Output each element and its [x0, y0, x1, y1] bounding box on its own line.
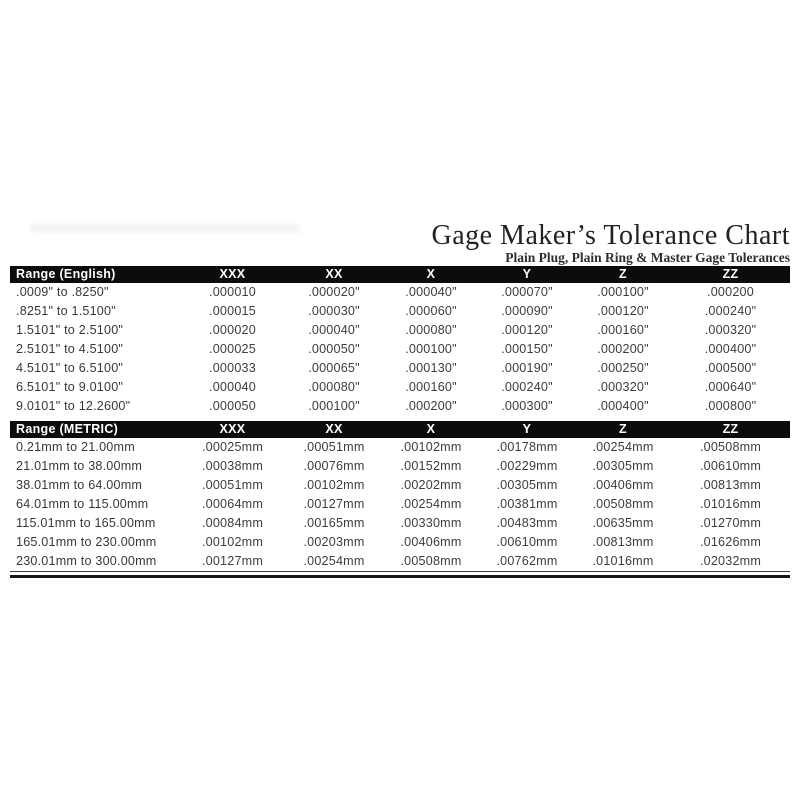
tolerance-cell: .000030" [308, 304, 360, 318]
tolerance-cell: .000015 [209, 304, 256, 318]
chart-title: Gage Maker’s Tolerance Chart [431, 220, 790, 251]
tolerance-cell: .000100" [405, 342, 457, 356]
tolerance-class-header: X [383, 421, 479, 438]
table-row [10, 397, 790, 416]
tolerance-cell: .000400" [597, 399, 649, 413]
table-row [10, 302, 790, 321]
tolerance-cell: .000100" [597, 285, 649, 299]
range-cell: 230.01mm to 300.00mm [10, 552, 180, 572]
tolerance-cell: .00610mm [699, 459, 762, 473]
title-block [431, 221, 790, 265]
tolerance-cell: .00076mm [303, 459, 365, 473]
tolerance-cell: .00165mm [303, 516, 365, 530]
tolerance-cell: .00381mm [496, 497, 558, 511]
tolerance-cell: .00102mm [400, 440, 462, 454]
tolerance-cell: .000200" [597, 342, 649, 356]
tolerance-cell: .000320" [597, 380, 649, 394]
tolerance-class-header: XX [285, 421, 383, 438]
tolerance-cell: .000050 [209, 399, 256, 413]
tolerance-cell: .00762mm [479, 552, 575, 572]
tolerance-class-header: XXX [180, 421, 285, 438]
range-cell: 38.01mm to 64.00mm [16, 478, 143, 492]
tolerance-cell: .00203mm [303, 535, 365, 549]
table-row [10, 514, 790, 533]
tolerance-cell: .000120" [597, 304, 649, 318]
tolerance-cell: .000040" [405, 285, 457, 299]
range-cell: 64.01mm to 115.00mm [16, 497, 149, 511]
tolerance-cell: .000050" [308, 342, 360, 356]
tolerance-cell: .000120" [501, 323, 553, 337]
table-row [10, 533, 790, 552]
range-cell: .0009" to .8250" [16, 285, 109, 299]
metric-tolerance-table [10, 421, 790, 572]
range-cell: 6.5101" to 9.0100" [16, 380, 124, 394]
tolerance-cell: .000200" [405, 399, 457, 413]
tolerance-class-header: ZZ [671, 266, 790, 283]
tolerance-cell: .000060" [405, 304, 457, 318]
tolerance-cell: .01626mm [699, 535, 762, 549]
tolerance-cell: .000200 [707, 285, 754, 299]
range-cell: 165.01mm to 230.00mm [16, 535, 157, 549]
chart-subtitle: Plain Plug, Plain Ring & Master Gage Tolerances [505, 250, 790, 265]
tolerance-cell: .00305mm [592, 459, 654, 473]
tolerance-cell: .00102mm [201, 535, 264, 549]
tolerance-class-header: ZZ [671, 421, 790, 438]
tolerance-cell: .000800" [704, 399, 757, 413]
range-cell: 115.01mm to 165.00mm [16, 516, 156, 530]
metric-table-body [10, 438, 790, 572]
tolerance-class-header: Y [479, 266, 575, 283]
english-table-header [10, 266, 790, 283]
tolerance-class-header: Z [575, 421, 671, 438]
tolerance-tables [10, 266, 790, 578]
range-cell: 2.5101" to 4.5100" [16, 342, 124, 356]
tolerance-cell: .000160" [405, 380, 457, 394]
tolerance-cell: .00483mm [496, 516, 558, 530]
metric-table-header [10, 421, 790, 438]
range-column-header: Range (English) [10, 266, 180, 283]
table-row [10, 476, 790, 495]
tolerance-cell: .000040" [308, 323, 360, 337]
tolerance-cell: .000100" [308, 399, 360, 413]
range-cell: 9.0101" to 12.2600" [16, 399, 131, 413]
tolerance-cell: .01016mm [575, 552, 671, 572]
tolerance-cell: .000090" [501, 304, 553, 318]
tolerance-cell: .00084mm [201, 516, 264, 530]
tolerance-cell: .000400" [704, 342, 757, 356]
tolerance-cell: .00127mm [180, 552, 285, 572]
table-row [10, 359, 790, 378]
tolerance-cell: .00127mm [303, 497, 365, 511]
tolerance-cell: .00254mm [285, 552, 383, 572]
tolerance-cell: .00064mm [201, 497, 264, 511]
tolerance-cell: .000240" [501, 380, 553, 394]
table-row [10, 378, 790, 397]
tolerance-cell: .00610mm [496, 535, 558, 549]
tolerance-cell: .000070" [501, 285, 553, 299]
english-tolerance-table [10, 266, 790, 416]
tolerance-cell: .000190" [501, 361, 553, 375]
tolerance-cell: .00254mm [400, 497, 462, 511]
tolerance-cell: .000020" [308, 285, 360, 299]
tolerance-cell: .000130" [405, 361, 457, 375]
tolerance-cell: .00330mm [400, 516, 462, 530]
tolerance-cell: .01270mm [699, 516, 762, 530]
table-row [10, 457, 790, 476]
tolerance-cell: .00178mm [496, 440, 558, 454]
tolerance-cell: .00051mm [201, 478, 264, 492]
tolerance-cell: .00202mm [400, 478, 462, 492]
tolerance-class-header: XX [285, 266, 383, 283]
tolerance-cell: .000240" [704, 304, 757, 318]
range-cell: 21.01mm to 38.00mm [16, 459, 143, 473]
header-row [10, 421, 790, 438]
tolerance-cell: .000065" [308, 361, 360, 375]
tolerance-cell: .00406mm [592, 478, 654, 492]
table-row [10, 495, 790, 514]
tolerance-class-header: X [383, 266, 479, 283]
tolerance-cell: .000150" [501, 342, 553, 356]
range-cell: 4.5101" to 6.5100" [16, 361, 124, 375]
tolerance-class-header: XXX [180, 266, 285, 283]
tolerance-cell: .000010 [209, 285, 256, 299]
tolerance-cell: .000040 [209, 380, 256, 394]
tolerance-cell: .00229mm [496, 459, 558, 473]
tolerance-cell: .000020 [209, 323, 256, 337]
tolerance-class-header: Z [575, 266, 671, 283]
tolerance-cell: .00038mm [201, 459, 264, 473]
tolerance-cell: .00152mm [400, 459, 462, 473]
table-row [10, 552, 790, 572]
tolerance-cell: .000500" [704, 361, 757, 375]
tolerance-cell: .00025mm [201, 440, 264, 454]
tolerance-cell: .00305mm [496, 478, 558, 492]
table-row [10, 340, 790, 359]
tolerance-cell: .00813mm [592, 535, 654, 549]
tolerance-cell: .000080" [405, 323, 457, 337]
table-row [10, 321, 790, 340]
tolerance-class-header: Y [479, 421, 575, 438]
tolerance-cell: .000033 [209, 361, 256, 375]
faint-artifact [30, 224, 300, 233]
table-row [10, 283, 790, 302]
tolerance-cell: .000160" [597, 323, 649, 337]
tolerance-cell: .00508mm [592, 497, 654, 511]
tolerance-cell: .00508mm [699, 440, 762, 454]
range-cell: 1.5101" to 2.5100" [16, 323, 124, 337]
tolerance-cell: .000320" [704, 323, 757, 337]
tolerance-cell: .000025 [209, 342, 256, 356]
english-table-body [10, 283, 790, 416]
table-row [10, 438, 790, 457]
header-row [10, 266, 790, 283]
tolerance-cell: .01016mm [699, 497, 762, 511]
range-cell: .8251" to 1.5100" [16, 304, 116, 318]
tolerance-cell: .00635mm [592, 516, 654, 530]
tolerance-cell: .00813mm [699, 478, 762, 492]
tolerance-cell: .00254mm [592, 440, 654, 454]
tolerance-cell: .000640" [704, 380, 757, 394]
tolerance-cell: .000250" [597, 361, 649, 375]
tolerance-cell: .02032mm [671, 552, 790, 572]
tolerance-cell: .000300" [501, 399, 553, 413]
tolerance-cell: .00051mm [303, 440, 365, 454]
tolerance-cell: .00406mm [400, 535, 462, 549]
tolerance-cell: .00102mm [303, 478, 365, 492]
range-column-header: Range (METRIC) [10, 421, 180, 438]
range-cell: 0.21mm to 21.00mm [16, 440, 135, 454]
tolerance-cell: .00508mm [383, 552, 479, 572]
tolerance-cell: .000080" [308, 380, 360, 394]
